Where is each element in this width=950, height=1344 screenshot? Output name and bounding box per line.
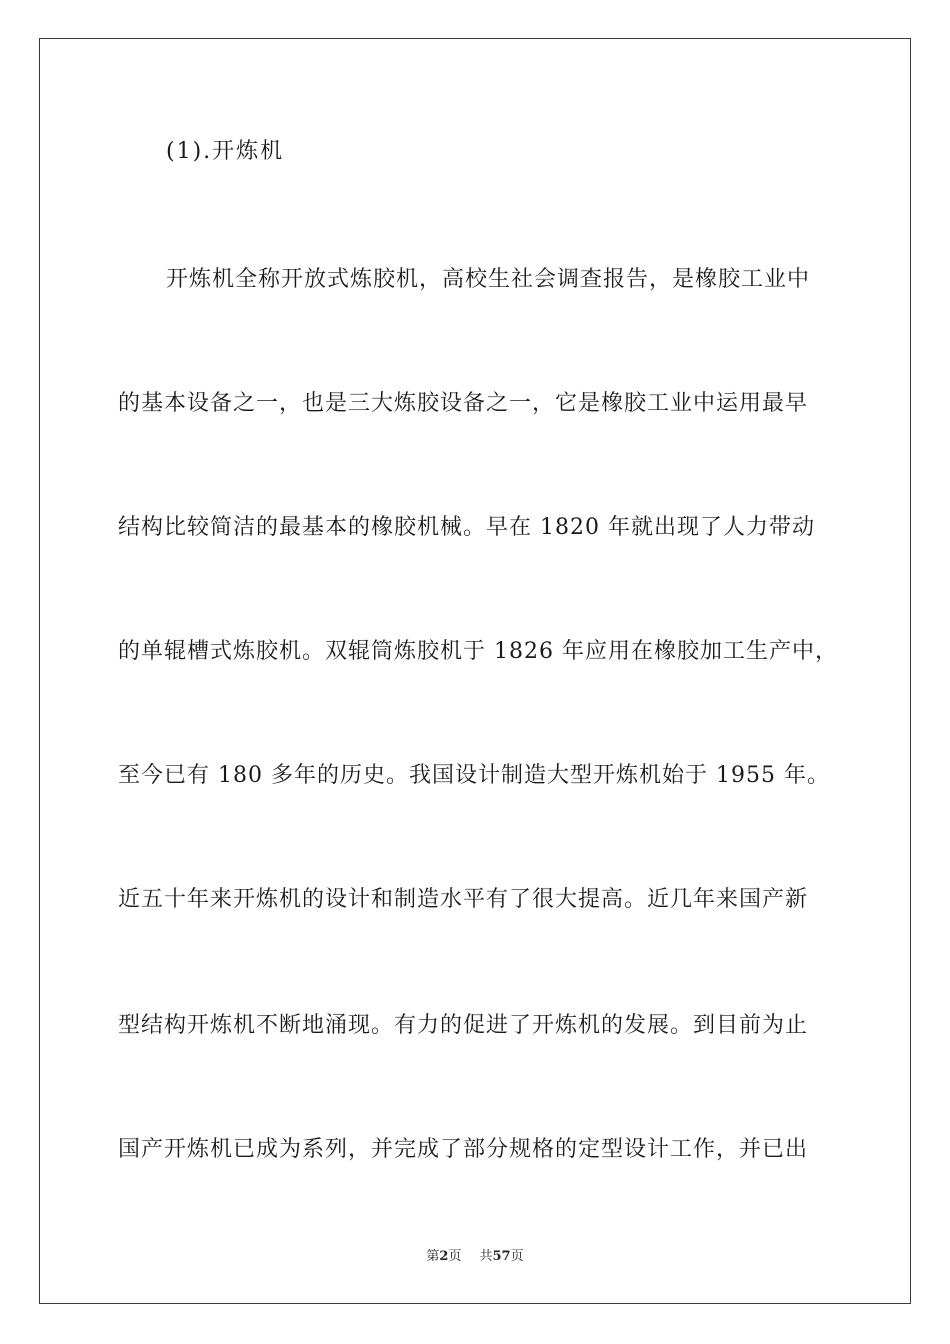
paragraph-line-4: 的单辊槽式炼胶机。双辊筒炼胶机于 1826 年应用在橡胶加工生产中，	[118, 639, 838, 664]
section-heading: (1).开炼机	[166, 139, 285, 164]
page-footer	[0, 1245, 950, 1264]
paragraph-line-5: 至今已有 180 多年的历史。我国设计制造大型开炼机始于 1955 年。	[118, 763, 830, 788]
page-label-prefix: 第	[426, 1249, 440, 1264]
total-pages: 57	[492, 1249, 511, 1264]
page-number: 2	[439, 1249, 449, 1264]
paragraph-line-6: 近五十年来开炼机的设计和制造水平有了很大提高。近几年来国产新	[118, 887, 809, 912]
page-border	[39, 38, 911, 1304]
paragraph-line-1: 开炼机全称开放式炼胶机，高校生社会调查报告，是橡胶工业中	[166, 267, 811, 292]
total-label-prefix: 共	[479, 1249, 493, 1264]
paragraph-line-2: 的基本设备之一，也是三大炼胶设备之一，它是橡胶工业中运用最早	[118, 391, 809, 416]
page-label-suffix: 页	[448, 1249, 462, 1264]
paragraph-line-7: 型结构开炼机不断地涌现。有力的促进了开炼机的发展。到目前为止	[118, 1013, 809, 1038]
paragraph-line-8: 国产开炼机已成为系列，并完成了部分规格的定型设计工作，并已出	[118, 1137, 809, 1162]
paragraph-line-3: 结构比较简洁的最基本的橡胶机械。早在 1820 年就出现了人力带动	[118, 515, 815, 540]
total-label-suffix: 页	[510, 1249, 524, 1264]
